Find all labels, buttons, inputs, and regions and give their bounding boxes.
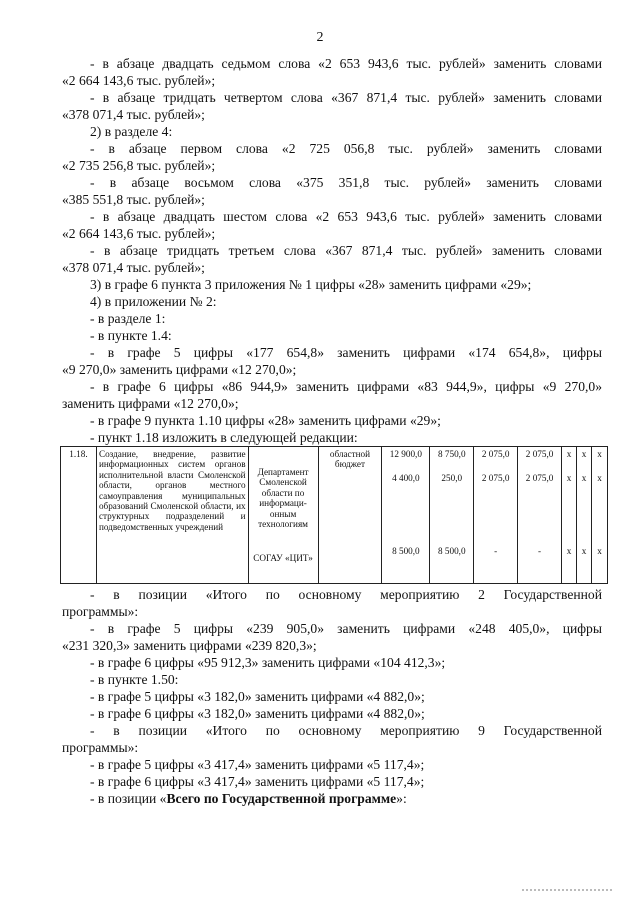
table-cell-year-2: [474, 447, 518, 584]
table-cell-description: Создание, внедрение, развитие информационных систем органов исполнительной власти Смоленской области, органов местного самоуправления муниципальных образований Смоленской области, их структурных подразделений и подведомственных учреждений: [96, 447, 248, 584]
table-cell-total: [382, 447, 430, 584]
text-line: «231 320,3» заменить цифрами «239 820,3»;: [62, 638, 317, 653]
text-line: - в графе 6 цифры «95 912,3» заменить цифрами «104 412,3»;: [90, 655, 446, 670]
text-line: - в абзаце тридцать третьем слова «367 871,4 тыс. рублей» заменить словами: [90, 243, 602, 258]
table-cell-executor: [248, 447, 318, 584]
text-line: заменить цифрами «12 270,0»;: [62, 396, 239, 411]
text-line: - в графе 6 цифры «3 417,4» заменить цифрами «5 117,4»;: [90, 774, 425, 789]
text-line: [90, 791, 407, 807]
text-line: - в разделе 1:: [90, 311, 166, 326]
table-cell-x-3: [591, 447, 607, 584]
text-line: - в графе 6 цифры «86 944,9» заменить цифрами «83 944,9», цифры «9 270,0»: [90, 379, 602, 394]
table-cell-num: 1.18.: [61, 447, 97, 584]
value-total-2: 4 400,0: [392, 473, 420, 484]
table-cell-year-1: [430, 447, 474, 584]
text-line: - в пункте 1.50:: [90, 672, 179, 687]
x-mark: х: [597, 449, 602, 459]
value-year1-2: 250,0: [441, 473, 463, 484]
text-line: - в позиции «Итого по основному мероприятию 2 Государственной: [90, 587, 602, 602]
text-line: 4) в приложении № 2:: [90, 294, 217, 309]
value-total-1: 12 900,0: [389, 449, 422, 459]
table-cell-x-2: [577, 447, 592, 584]
value-year1-1: 8 750,0: [437, 449, 466, 459]
text-line: «385 551,8 тыс. рублей»;: [62, 192, 205, 207]
page-number: 2: [316, 30, 324, 45]
executor-department: Департамент Смоленской области по информаци-онным технологиям: [257, 467, 309, 530]
text-line: «9 270,0» заменить цифрами «12 270,0»;: [62, 362, 297, 377]
text-line: «2 664 143,6 тыс. рублей»;: [62, 73, 216, 88]
text-line: - в абзаце двадцать седьмом слова «2 653 943,6 тыс. рублей» заменить словами: [90, 56, 602, 71]
text-line: - в графе 5 цифры «177 654,8» заменить цифрами «174 654,8», цифры: [90, 345, 602, 360]
value-year2-3: -: [494, 545, 498, 556]
text-line: 3) в графе 6 пункта 3 приложения № 1 цифры «28» заменить цифрами «29»;: [90, 277, 532, 292]
table-cell-x-1: [562, 447, 577, 584]
bold-fragment: Всего по Государственной программе: [166, 791, 397, 806]
x-mark: х: [581, 449, 587, 459]
text-line: - в графе 6 цифры «3 182,0» заменить цифрами «4 882,0»;: [90, 706, 425, 721]
table-cell-year-3: [518, 447, 562, 584]
executor-cit: СОГАУ «ЦИТ»: [253, 553, 313, 564]
text-line: «378 071,4 тыс. рублей»;: [62, 107, 205, 122]
text-line: - в графе 5 цифры «3 182,0» заменить цифрами «4 882,0»;: [90, 689, 425, 704]
value-year3-3: -: [538, 545, 542, 556]
value-total-3: 8 500,0: [392, 545, 420, 556]
x-mark: х: [566, 473, 572, 484]
table-cell-source: областной бюджет: [318, 447, 382, 584]
text-line: - в пункте 1.4:: [90, 328, 172, 343]
x-mark: х: [581, 473, 587, 484]
text-line: - в графе 5 цифры «3 417,4» заменить цифрами «5 117,4»;: [90, 757, 425, 772]
text-line: - в абзаце восьмом слова «375 351,8 тыс. рублей» заменить словами: [90, 175, 602, 190]
value-year3-2: 2 075,0: [525, 473, 554, 484]
program-table: [60, 446, 608, 584]
value-year2-1: 2 075,0: [481, 449, 510, 459]
x-mark: х: [581, 545, 587, 556]
text-line: - в графе 9 пункта 1.10 цифры «28» заменить цифрами «29»;: [90, 413, 441, 428]
x-mark: х: [566, 545, 572, 556]
text-line: «2 735 256,8 тыс. рублей»;: [62, 158, 216, 173]
text-line: - в графе 5 цифры «239 905,0» заменить цифрами «248 405,0», цифры: [90, 621, 602, 636]
scan-artifact: [522, 889, 612, 893]
text-line: - в позиции «Итого по основному мероприятию 9 Государственной: [90, 723, 602, 738]
text-line: - пункт 1.18 изложить в следующей редакции:: [90, 430, 358, 445]
text-line: «378 071,4 тыс. рублей»;: [62, 260, 205, 275]
value-year3-1: 2 075,0: [525, 449, 554, 459]
x-mark: х: [597, 545, 602, 556]
table-row: [61, 447, 608, 584]
text-line: - в абзаце тридцать четвертом слова «367 871,4 тыс. рублей» заменить словами: [90, 90, 602, 105]
x-mark: х: [566, 449, 572, 459]
text-line: программы»:: [62, 604, 139, 619]
text-fragment: »:: [396, 791, 407, 806]
text-line: программы»:: [62, 740, 139, 755]
text-line: - в абзаце первом слова «2 725 056,8 тыс. рублей» заменить словами: [90, 141, 602, 156]
text-fragment: - в позиции «: [90, 791, 167, 806]
value-year1-3: 8 500,0: [437, 545, 466, 556]
text-line: «2 664 143,6 тыс. рублей»;: [62, 226, 216, 241]
value-year2-2: 2 075,0: [481, 473, 510, 484]
text-line: - в абзаце двадцать шестом слова «2 653 943,6 тыс. рублей» заменить словами: [90, 209, 602, 224]
text-line: 2) в разделе 4:: [90, 124, 173, 139]
x-mark: х: [597, 473, 602, 484]
